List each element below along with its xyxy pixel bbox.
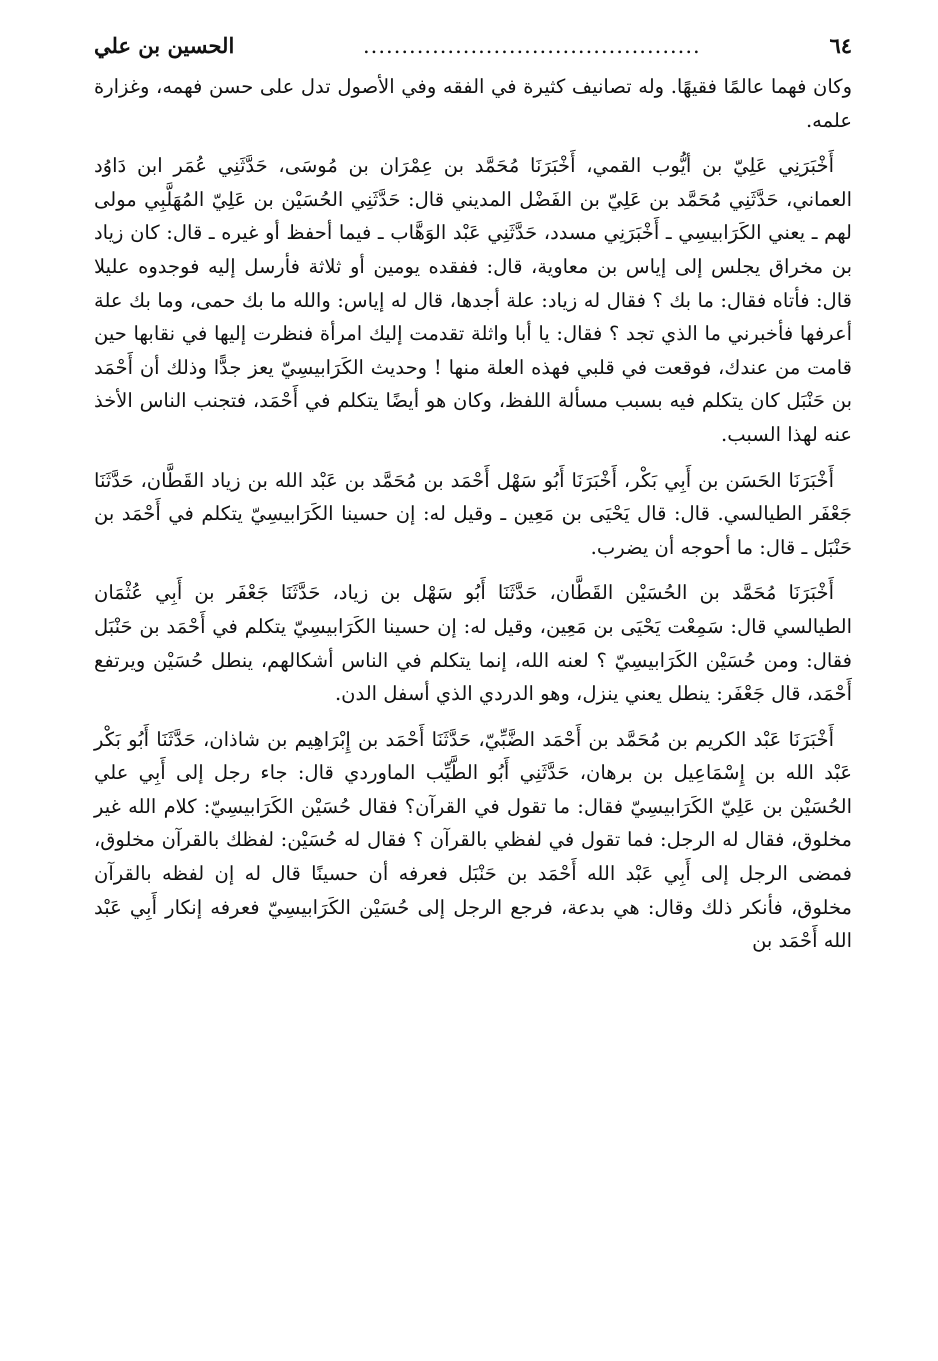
leader-dots: ............................................ — [363, 34, 701, 58]
paragraph: أَخْبَرَنَا الحَسَن بن أَبِي بَكْر، أَخْبَرَنَا أَبُو سَهْل أَحْمَد بن مُحَمَّد بن عَبْد الله بن زياد القَطَّان، حَدَّثَنَا جَعْفَر الطيالسي. قال: قال يَحْيَى بن مَعِين ـ وقيل له: إن حسينا الكَرَابيسِيّ يتكلم في أَحْمَد بن حَنْبَل ـ قال: ما أحوجه أن يضرب. — [94, 468, 852, 559]
running-title: الحسين بن علي — [94, 33, 235, 58]
page-number: ٦٤ — [829, 33, 852, 58]
paragraph: أَخْبَرَنَا عَبْد الكريم بن مُحَمَّد بن أَحْمَد الضَّبِّيّ، حَدَّثَنَا أَحْمَد بن إِبْرَاهِيم بن شاذان، حَدَّثَنَا أَبُو بَكْر عَبْد الله بن إِسْمَاعِيل بن برهان، حَدَّثَنِي أَبُو الطَّيِّب الماوردي قال: جاء رجل إلى أَبِي علي الحُسَيْن بن عَلِيّ الكَرَابيسِيّ فقال: ما تقول في القرآن؟ فقال حُسَيْن الكَرَابيسِيّ: كلام الله غير مخلوق، فقال له الرجل: فما تقول في لفظي بالقرآن ؟ فقال له حُسَيْن: لفظك بالقرآن مخلوق، فمضى الرجل إلى أَبِي عَبْد الله أَحْمَد بن حَنْبَل فعرفه أن حسينًا قال له إن لفظه بالقرآن مخلوق، فأنكر ذلك وقال: هي بدعة، فرجع الرجل إلى حُسَيْن الكَرَابيسِيّ فعرفه إنكار أَبِي عَبْد الله أَحْمَد بن — [94, 727, 852, 953]
paragraph: وكان فهما عالمًا فقيهًا. وله تصانيف كثيرة في الفقه وفي الأصول تدل على حسن فهمه، وغزارة علمه. — [94, 75, 852, 132]
body-text — [94, 70, 852, 958]
paragraph: أَخْبَرَنِي عَلِيّ بن أيُّوب القمي، أَخْبَرَنَا مُحَمَّد بن عِمْرَان بن مُوسَى، حَدَّثَنِي عُمَر ابن دَاوُد العماني، حَدَّثَنِي مُحَمَّد بن عَلِيّ بن الفَضْل المديني قال: حَدَّثَنِي الحُسَيْن بن عَلِيّ المُهَلَّبِي مولى لهم ـ يعني الكَرَابيسِي ـ أَخْبَرَنِي مسدد، حَدَّثَنِي عَبْد الوَهَّاب ـ فيما أحفظ أو غيره ـ قال: كان زياد بن مخراق يجلس إلى إياس بن معاوية، قال: ففقده يومين أو ثلاثة فأرسل إليه فوجدوه عليلا قال: فأتاه فقال: ما بك ؟ فقال له زياد: علة أجدها، قال له إياس: والله ما بك حمى، وما بك علة أعرفها فأخبرني ما الذي تجد ؟ فقال: يا أبا واثلة تقدمت إليك امرأة فنظرت إليها في نقابها حين قامت من عندك، فوقعت في قلبي فهذه العلة منها ! وحديث الكَرَابيسِيّ يعز جدًّا وذلك أن أَحْمَد بن حَنْبَل كان يتكلم فيه بسبب مسألة اللفظ، وكان هو أيضًا يتكلم في أَحْمَد، فتجنب الناس الأخذ عنه لهذا السبب. — [94, 154, 852, 446]
paragraph: أَخْبَرَنَا مُحَمَّد بن الحُسَيْن القَطَّان، حَدَّثَنَا أَبُو سَهْل بن زياد، حَدَّثَنَا جَعْفَر بن أَبِي عُثْمَان الطيالسي قال: سَمِعْت يَحْيَى بن مَعِين، وقيل له: إن حسينا الكَرَابيسِيّ يتكلم في أَحْمَد بن حَنْبَل فقال: ومن حُسَيْن الكَرَابيسِيّ ؟ لعنه الله، إنما يتكلم في الناس أشكالهم، ينطل حُسَيْن ويرتفع أَحْمَد، قال جَعْفَر: ينطل يعني ينزل، وهو الدردي الذي أسفل الدن. — [94, 581, 852, 706]
running-head — [94, 32, 852, 62]
